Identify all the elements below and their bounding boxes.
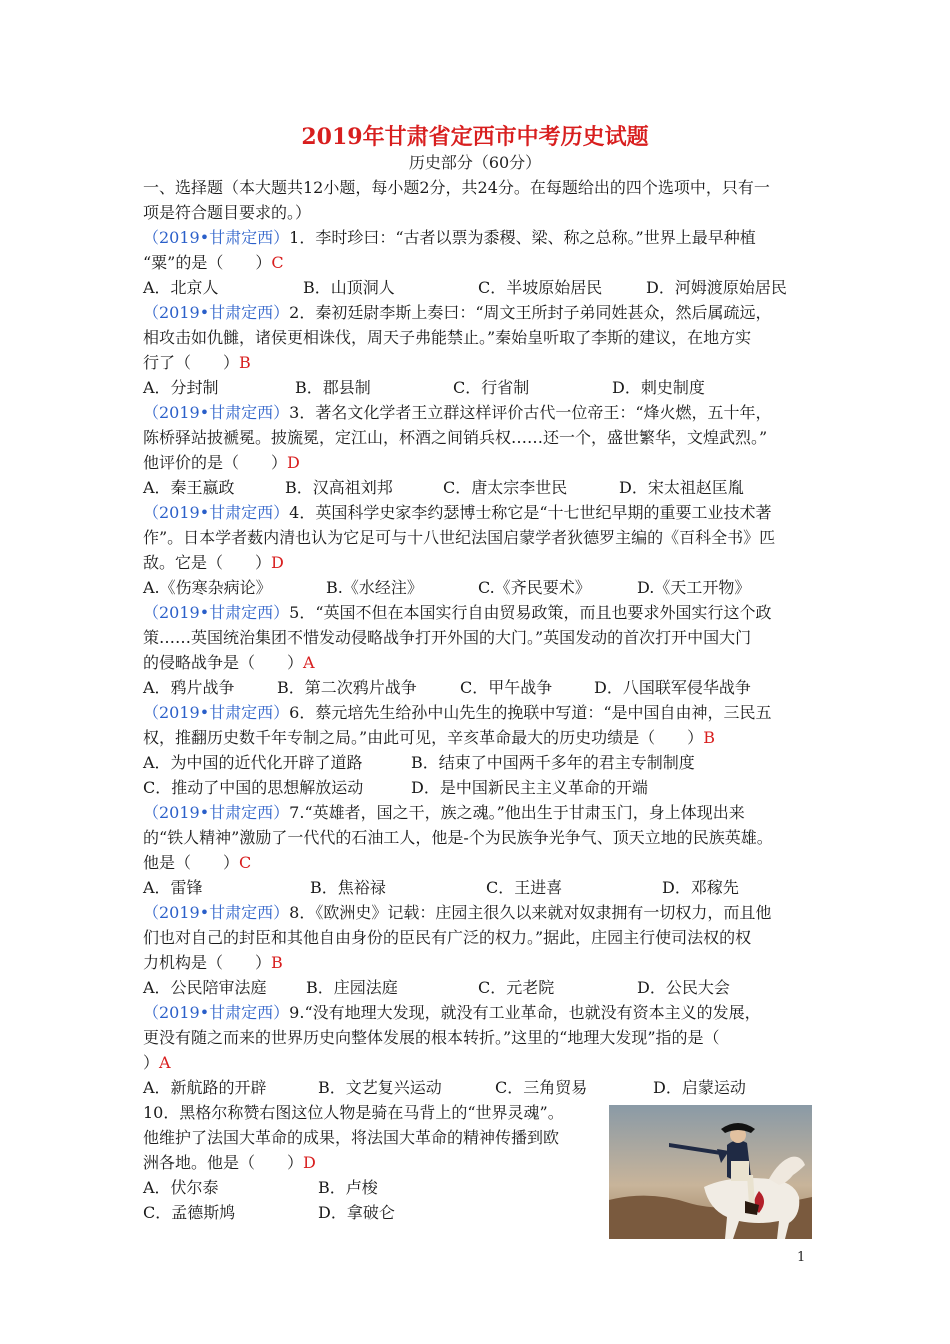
- question-text: 6．蔡元培先生给孙中山先生的挽联中写道：“是中国自由神，三民五: [289, 703, 772, 722]
- option-choice: B．第二次鸦片战争: [277, 678, 417, 697]
- answer-key: C: [271, 253, 284, 272]
- question-text-line: [143, 950, 283, 975]
- answer-key: A: [303, 653, 315, 672]
- source-tag: （2019•甘肃定西）: [143, 603, 290, 622]
- question-text: 权，推翻历史数千年专制之局。”由此可见，辛亥革命最大的历史功绩是（ ）: [143, 728, 704, 747]
- question-text-line: [143, 600, 772, 625]
- question-text: 3．著名文化学者王立群这样评价古代一位帝王：“烽火燃，五十年，: [289, 403, 772, 422]
- source-tag: （2019•甘肃定西）: [143, 303, 290, 322]
- section-instruction-line: [143, 200, 311, 225]
- question-text: 他是（ ）: [143, 853, 240, 872]
- question-text-line: [143, 700, 772, 725]
- question-text-line: [143, 650, 315, 675]
- question-text-line: [143, 1150, 316, 1175]
- option-choice: A．北京人: [143, 278, 219, 297]
- answer-key: D: [287, 453, 300, 472]
- question-text-line: [143, 550, 284, 575]
- answer-key: A: [159, 1053, 171, 1072]
- question-text: 4．英国科学史家李约瑟博士称它是“十七世纪早期的重要工业技术著: [289, 503, 772, 522]
- question-text: 5．“英国不但在本国实行自由贸易政策，而且也要求外国实行这个政: [289, 603, 772, 622]
- question-text: 行了（ ）: [143, 353, 240, 372]
- option-choice: A．伏尔泰: [143, 1178, 219, 1197]
- option-choice: D．是中国新民主主义革命的开端: [411, 778, 648, 797]
- option-choice: D.《天工开物》: [637, 578, 751, 597]
- source-tag: （2019•甘肃定西）: [143, 228, 290, 247]
- option-choice: C．推动了中国的思想解放运动: [143, 778, 364, 797]
- option-choice: D．邓稼先: [662, 878, 739, 897]
- answer-key: C: [239, 853, 252, 872]
- option-choice: D．启蒙运动: [653, 1078, 746, 1097]
- question-text: 2．秦初廷尉李斯上奏曰：“周文王所封子弟同姓甚众，然后属疏远，: [289, 303, 772, 322]
- option-choice: A.《伤寒杂病论》: [143, 578, 272, 597]
- option-choice: B．结束了中国两千多年的君主专制制度: [411, 753, 695, 772]
- option-choice: D．公民大会: [637, 978, 730, 997]
- option-choice: A．为中国的近代化开辟了道路: [143, 753, 363, 772]
- question-text: 们也对自己的封臣和其他自由身份的臣民有广泛的权力。”据此，庄园主行使司法权的权: [143, 928, 752, 947]
- option-choice: C．唐太宗李世民: [443, 478, 568, 497]
- question-text-line: [143, 1050, 171, 1075]
- option-choice: C.《齐民要术》: [478, 578, 591, 597]
- source-tag: （2019•甘肃定西）: [143, 1003, 290, 1022]
- question-text: 洲各地。他是（ ）: [143, 1153, 304, 1172]
- answer-key: B: [703, 728, 715, 747]
- option-choice: B．庄园法庭: [306, 978, 398, 997]
- question-text-line: [143, 1100, 564, 1125]
- question-text: 10．黑格尔称赞右图这位人物是骑在马背上的“世界灵魂”。: [143, 1103, 564, 1122]
- option-choice: A．鸦片战争: [143, 678, 235, 697]
- source-tag: （2019•甘肃定西）: [143, 403, 290, 422]
- question-text-line: [143, 800, 745, 825]
- question-text-line: [143, 625, 751, 650]
- question-text-line: [143, 450, 300, 475]
- question-text-line: [143, 350, 251, 375]
- section-instruction-line: [143, 175, 770, 200]
- option-choice: D．宋太祖赵匡胤: [619, 478, 744, 497]
- option-choice: A．分封制: [143, 378, 219, 397]
- question-text-line: [143, 1000, 761, 1025]
- question-text: 作”。日本学者薮内清也认为它足可与十八世纪法国启蒙学者狄德罗主编的《百科全书》匹: [143, 528, 776, 547]
- question-text: 敌。它是（ ）: [143, 553, 272, 572]
- answer-key: B: [271, 953, 283, 972]
- option-choice: C．王进喜: [486, 878, 563, 897]
- question-text: 的侵略战争是（ ）: [143, 653, 304, 672]
- question-text-line: [143, 850, 251, 875]
- question-text: 1．李时珍曰：“古者以票为黍稷、梁、称之总称。”世界上最早种植: [289, 228, 756, 247]
- question-text-line: [143, 225, 756, 250]
- question-text: ）: [143, 1053, 160, 1072]
- question-text-line: [143, 400, 772, 425]
- question-text-line: [143, 300, 772, 325]
- question-text-line: [143, 725, 715, 750]
- question-text: 相攻击如仇雠，诸侯更相诛伐，周天子弗能禁止。”秦始皇听取了李斯的建议，在地方实: [143, 328, 752, 347]
- question-text-line: [143, 525, 775, 550]
- question-text: 8．《欧洲史》记载：庄园主很久以来就对奴隶拥有一切权力，而且他: [289, 903, 772, 922]
- question-text: “粟”的是（ ）: [143, 253, 272, 272]
- option-choice: A．新航路的开辟: [143, 1078, 267, 1097]
- question-text-line: [143, 1125, 559, 1150]
- question-text-line: [143, 325, 751, 350]
- section-instruction-text: 项是符合题目要求的。）: [143, 203, 312, 222]
- option-choice: A．秦王嬴政: [143, 478, 235, 497]
- option-choice: B.《水经注》: [326, 578, 423, 597]
- question-text: 策……英国统治集团不惜发动侵略战争打开外国的大门。”英国发动的首次打开中国大门: [143, 628, 752, 647]
- source-tag: （2019•甘肃定西）: [143, 503, 290, 522]
- option-choice: C．甲午战争: [460, 678, 553, 697]
- source-tag: （2019•甘肃定西）: [143, 703, 290, 722]
- section-instruction-text: 一、选择题（本大题共12小题，每小题2分，共24分。在每题给出的四个选项中，只有一: [143, 178, 770, 197]
- option-choice: A．雷锋: [143, 878, 203, 897]
- option-choice: D．刺史制度: [612, 378, 705, 397]
- question-text-line: [143, 1025, 720, 1050]
- option-choice: D．河姆渡原始居民: [646, 278, 787, 297]
- option-choice: C．半坡原始居民: [478, 278, 603, 297]
- question-text-line: [143, 825, 773, 850]
- question-text-line: [143, 925, 751, 950]
- answer-key: D: [303, 1153, 316, 1172]
- option-choice: B．文艺复兴运动: [318, 1078, 442, 1097]
- question-text: 的“铁人精神”激励了一代代的石油工人，他是-个为民族争光争气、顶天立地的民族英雄。: [143, 828, 773, 847]
- source-tag: （2019•甘肃定西）: [143, 803, 290, 822]
- answer-key: B: [239, 353, 251, 372]
- question-text-line: [143, 425, 767, 450]
- question-text: 9.“没有地理大发现，就没有工业革命，也就没有资本主义的发展，: [289, 1003, 761, 1022]
- question-text: 更没有随之而来的世界历史向整体发展的根本转折。”这里的“地理大发现”指的是（: [143, 1028, 720, 1047]
- question-text: 7.“英雄者，国之干，族之魂。”他出生于甘肃玉门，身上体现出来: [289, 803, 745, 822]
- option-choice: C．三角贸易: [495, 1078, 588, 1097]
- option-choice: D．八国联军侵华战争: [594, 678, 751, 697]
- question-text: 力机构是（ ）: [143, 953, 272, 972]
- page-title: 2019年甘肃省定西市中考历史试题: [301, 124, 649, 150]
- question-text: 陈桥驿站披褫冕。披旒冕，定江山，杯酒之间销兵权……还一个，盛世繁华，文煌武烈。”: [143, 428, 768, 447]
- option-choice: D．拿破仑: [318, 1203, 395, 1222]
- question-text-line: [143, 500, 772, 525]
- question-text: 他维护了法国大革命的成果，将法国大革命的精神传播到欧: [143, 1128, 560, 1147]
- question-text-line: [143, 900, 771, 925]
- option-choice: C．元老院: [478, 978, 555, 997]
- page-subtitle: 历史部分（60分）: [408, 153, 542, 172]
- source-tag: （2019•甘肃定西）: [143, 903, 290, 922]
- option-choice: B．郡县制: [295, 378, 371, 397]
- page-number: 1: [797, 1250, 806, 1265]
- question-text-line: [143, 250, 284, 275]
- napoleon-portrait-image: [609, 1105, 812, 1239]
- option-choice: C．行省制: [453, 378, 530, 397]
- option-choice: C．孟德斯鸠: [143, 1203, 236, 1222]
- option-choice: B．卢梭: [318, 1178, 378, 1197]
- option-choice: B．山顶洞人: [303, 278, 395, 297]
- question-text: 他评价的是（ ）: [143, 453, 288, 472]
- option-choice: B．汉高祖刘邦: [285, 478, 393, 497]
- option-choice: A．公民陪审法庭: [143, 978, 267, 997]
- option-choice: B．焦裕禄: [310, 878, 386, 897]
- answer-key: D: [271, 553, 284, 572]
